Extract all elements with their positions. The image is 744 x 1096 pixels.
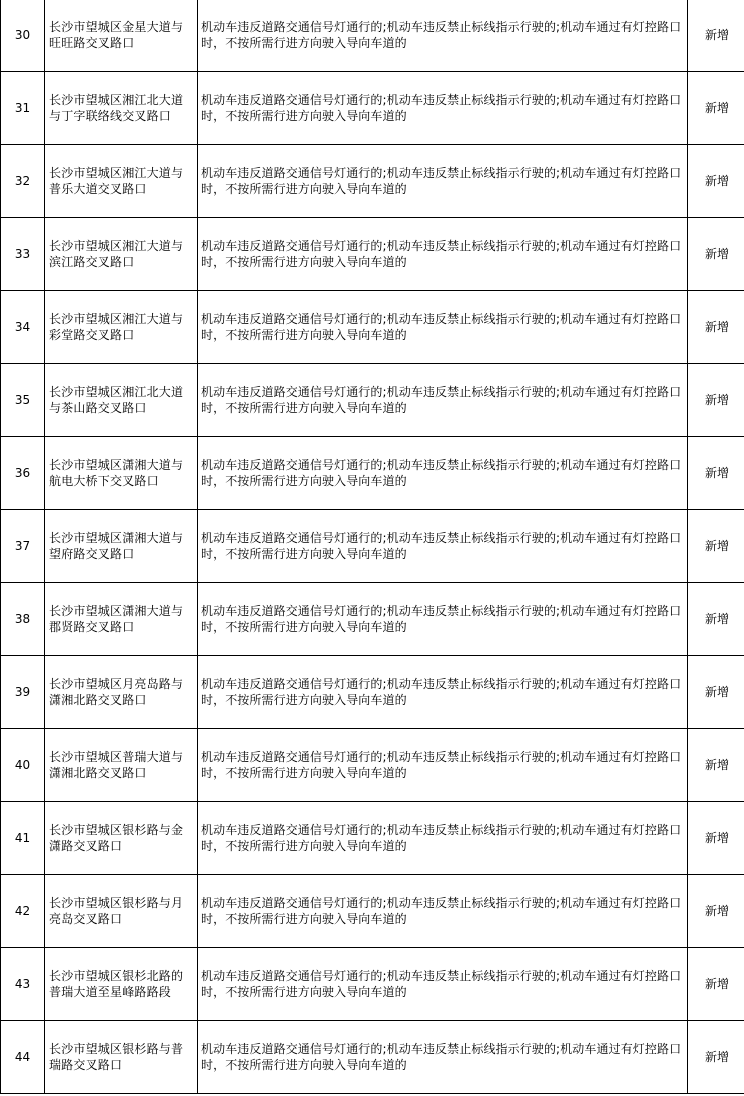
table-row bbox=[1, 218, 744, 291]
table-row bbox=[1, 364, 744, 437]
status-cell: 新增 bbox=[688, 145, 744, 218]
violation-description-cell: 机动车违反道路交通信号灯通行的;机动车违反禁止标线指示行驶的;机动车通过有灯控路口时，不按所需行进方向驶入导向车道的 bbox=[198, 510, 688, 583]
table-row bbox=[1, 291, 744, 364]
location-cell: 长沙市望城区湘江北大道与丁字联络线交叉路口 bbox=[45, 72, 198, 145]
status-cell: 新增 bbox=[688, 802, 744, 875]
table-row bbox=[1, 1021, 744, 1094]
row-number: 32 bbox=[1, 145, 45, 218]
violation-description-cell: 机动车违反道路交通信号灯通行的;机动车违反禁止标线指示行驶的;机动车通过有灯控路口时，不按所需行进方向驶入导向车道的 bbox=[198, 948, 688, 1021]
violation-description-cell: 机动车违反道路交通信号灯通行的;机动车违反禁止标线指示行驶的;机动车通过有灯控路口时，不按所需行进方向驶入导向车道的 bbox=[198, 291, 688, 364]
violation-description-cell: 机动车违反道路交通信号灯通行的;机动车违反禁止标线指示行驶的;机动车通过有灯控路口时，不按所需行进方向驶入导向车道的 bbox=[198, 364, 688, 437]
violation-description-cell: 机动车违反道路交通信号灯通行的;机动车违反禁止标线指示行驶的;机动车通过有灯控路口时，不按所需行进方向驶入导向车道的 bbox=[198, 72, 688, 145]
row-number: 44 bbox=[1, 1021, 45, 1094]
row-number: 43 bbox=[1, 948, 45, 1021]
row-number: 40 bbox=[1, 729, 45, 802]
table-row bbox=[1, 656, 744, 729]
status-cell: 新增 bbox=[688, 1021, 744, 1094]
violation-description-cell: 机动车违反道路交通信号灯通行的;机动车违反禁止标线指示行驶的;机动车通过有灯控路口时，不按所需行进方向驶入导向车道的 bbox=[198, 145, 688, 218]
status-cell: 新增 bbox=[688, 948, 744, 1021]
status-cell: 新增 bbox=[688, 510, 744, 583]
row-number: 35 bbox=[1, 364, 45, 437]
status-cell: 新增 bbox=[688, 72, 744, 145]
location-cell: 长沙市望城区银杉路与金潇路交叉路口 bbox=[45, 802, 198, 875]
row-number: 36 bbox=[1, 437, 45, 510]
status-cell: 新增 bbox=[688, 437, 744, 510]
row-number: 33 bbox=[1, 218, 45, 291]
location-cell: 长沙市望城区湘江大道与滨江路交叉路口 bbox=[45, 218, 198, 291]
violation-description-cell: 机动车违反道路交通信号灯通行的;机动车违反禁止标线指示行驶的;机动车通过有灯控路口时，不按所需行进方向驶入导向车道的 bbox=[198, 1021, 688, 1094]
violation-description-cell: 机动车违反道路交通信号灯通行的;机动车违反禁止标线指示行驶的;机动车通过有灯控路口时，不按所需行进方向驶入导向车道的 bbox=[198, 583, 688, 656]
status-cell: 新增 bbox=[688, 218, 744, 291]
violation-description-cell: 机动车违反道路交通信号灯通行的;机动车违反禁止标线指示行驶的;机动车通过有灯控路口时，不按所需行进方向驶入导向车道的 bbox=[198, 729, 688, 802]
violation-description-cell: 机动车违反道路交通信号灯通行的;机动车违反禁止标线指示行驶的;机动车通过有灯控路口时，不按所需行进方向驶入导向车道的 bbox=[198, 0, 688, 72]
location-cell: 长沙市望城区银杉路与月亮岛交叉路口 bbox=[45, 875, 198, 948]
location-cell: 长沙市望城区普瑞大道与潇湘北路交叉路口 bbox=[45, 729, 198, 802]
table-row bbox=[1, 437, 744, 510]
row-number: 42 bbox=[1, 875, 45, 948]
violation-description-cell: 机动车违反道路交通信号灯通行的;机动车违反禁止标线指示行驶的;机动车通过有灯控路口时，不按所需行进方向驶入导向车道的 bbox=[198, 656, 688, 729]
location-cell: 长沙市望城区潇湘大道与望府路交叉路口 bbox=[45, 510, 198, 583]
location-cell: 长沙市望城区湘江大道与普乐大道交叉路口 bbox=[45, 145, 198, 218]
row-number: 31 bbox=[1, 72, 45, 145]
status-cell: 新增 bbox=[688, 875, 744, 948]
location-cell: 长沙市望城区月亮岛路与潇湘北路交叉路口 bbox=[45, 656, 198, 729]
row-number: 37 bbox=[1, 510, 45, 583]
location-cell: 长沙市望城区潇湘大道与郡贤路交叉路口 bbox=[45, 583, 198, 656]
location-cell: 长沙市望城区银杉路与普瑞路交叉路口 bbox=[45, 1021, 198, 1094]
status-cell: 新增 bbox=[688, 0, 744, 72]
table-row bbox=[1, 72, 744, 145]
table-row bbox=[1, 510, 744, 583]
row-number: 30 bbox=[1, 0, 45, 72]
table-row bbox=[1, 802, 744, 875]
records-table-body bbox=[1, 0, 744, 1094]
location-cell: 长沙市望城区湘江大道与彩堂路交叉路口 bbox=[45, 291, 198, 364]
status-cell: 新增 bbox=[688, 291, 744, 364]
status-cell: 新增 bbox=[688, 656, 744, 729]
table-row bbox=[1, 875, 744, 948]
row-number: 38 bbox=[1, 583, 45, 656]
table-row bbox=[1, 583, 744, 656]
violation-description-cell: 机动车违反道路交通信号灯通行的;机动车违反禁止标线指示行驶的;机动车通过有灯控路口时，不按所需行进方向驶入导向车道的 bbox=[198, 437, 688, 510]
table-row bbox=[1, 0, 744, 72]
location-cell: 长沙市望城区金星大道与旺旺路交叉路口 bbox=[45, 0, 198, 72]
row-number: 39 bbox=[1, 656, 45, 729]
row-number: 41 bbox=[1, 802, 45, 875]
table-row bbox=[1, 948, 744, 1021]
violation-description-cell: 机动车违反道路交通信号灯通行的;机动车违反禁止标线指示行驶的;机动车通过有灯控路口时，不按所需行进方向驶入导向车道的 bbox=[198, 218, 688, 291]
location-cell: 长沙市望城区湘江北大道与茶山路交叉路口 bbox=[45, 364, 198, 437]
status-cell: 新增 bbox=[688, 583, 744, 656]
status-cell: 新增 bbox=[688, 364, 744, 437]
status-cell: 新增 bbox=[688, 729, 744, 802]
violation-description-cell: 机动车违反道路交通信号灯通行的;机动车违反禁止标线指示行驶的;机动车通过有灯控路口时，不按所需行进方向驶入导向车道的 bbox=[198, 875, 688, 948]
table-row bbox=[1, 145, 744, 218]
location-cell: 长沙市望城区银杉北路的普瑞大道至星峰路路段 bbox=[45, 948, 198, 1021]
row-number: 34 bbox=[1, 291, 45, 364]
table-row bbox=[1, 729, 744, 802]
location-cell: 长沙市望城区潇湘大道与航电大桥下交叉路口 bbox=[45, 437, 198, 510]
violation-description-cell: 机动车违反道路交通信号灯通行的;机动车违反禁止标线指示行驶的;机动车通过有灯控路口时，不按所需行进方向驶入导向车道的 bbox=[198, 802, 688, 875]
